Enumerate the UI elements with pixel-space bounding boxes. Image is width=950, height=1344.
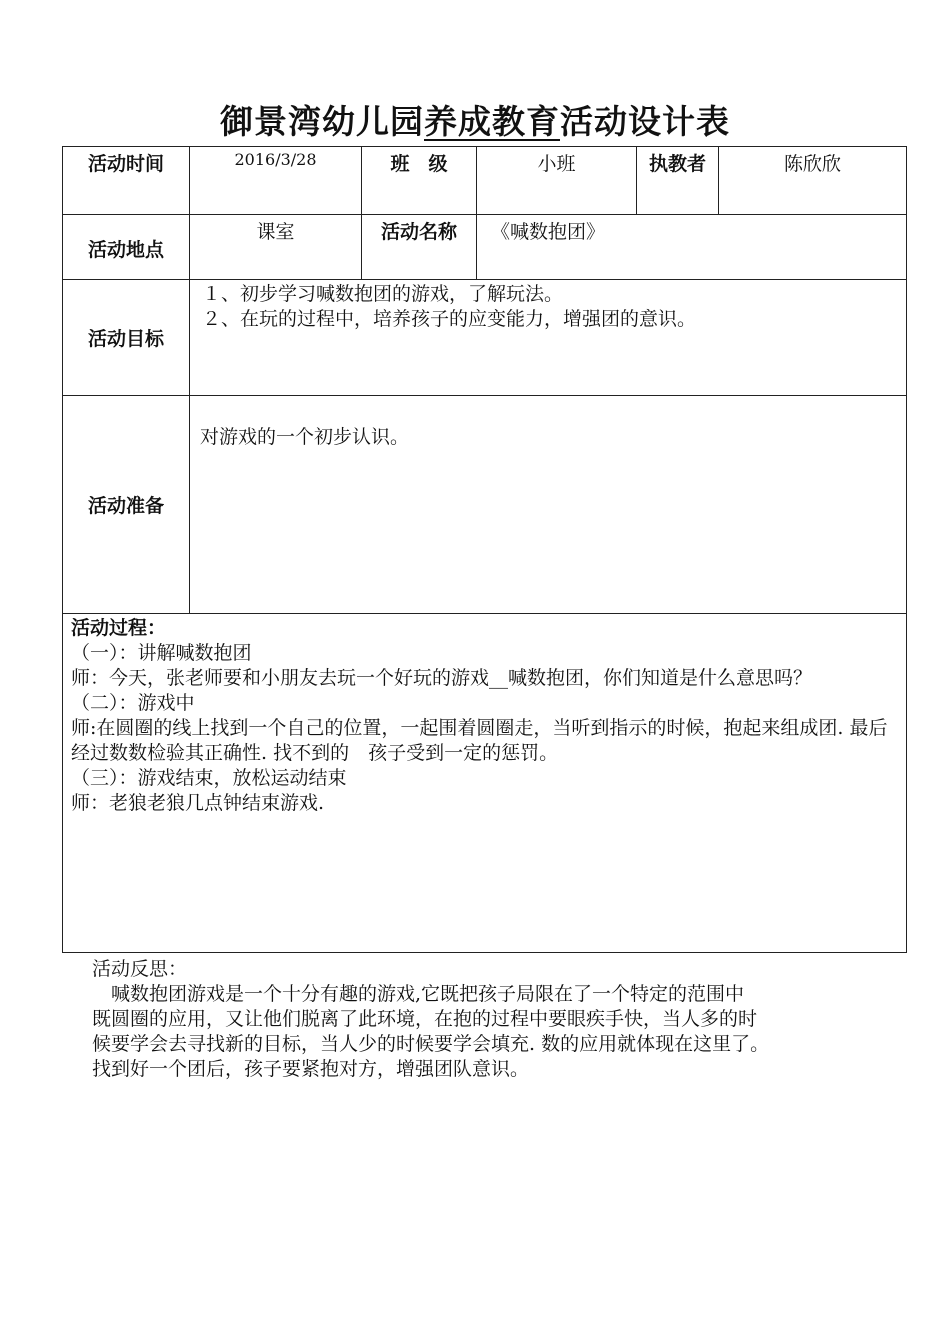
title-suffix: 活动设计表 bbox=[560, 102, 730, 141]
reflection-line: 喊数抱团游戏是一个十分有趣的游戏,它既把孩子局限在了一个特定的范围中 bbox=[92, 983, 745, 1005]
activity-design-table bbox=[62, 146, 907, 953]
teacher-value-cell bbox=[719, 147, 907, 215]
place-value: 课室 bbox=[256, 221, 295, 243]
time-label-cell bbox=[63, 147, 190, 215]
place-label-cell bbox=[63, 215, 190, 280]
name-label-cell bbox=[362, 215, 477, 280]
prep-value: 对游戏的一个初步认识。 bbox=[200, 426, 410, 448]
teacher-label-cell bbox=[637, 147, 719, 215]
class-label: 班 级 bbox=[390, 153, 448, 175]
reflection-line: 候要学会去寻找新的目标，当人少的时候要学会填充. 数的应用就体现在这里了。 bbox=[92, 1033, 770, 1055]
reflection-label: 活动反思： bbox=[92, 958, 188, 980]
goal-item: ２、在玩的过程中，培养孩子的应变能力，增强团的意识。 bbox=[202, 308, 697, 330]
title-school: 御景湾幼儿园 bbox=[220, 102, 424, 141]
process-block bbox=[63, 614, 906, 816]
teacher-label: 执教者 bbox=[648, 153, 706, 175]
class-label-cell bbox=[362, 147, 477, 215]
reflection-line: 找到好一个团后，孩子要紧抱对方，增强团队意识。 bbox=[92, 1058, 530, 1080]
goal-label-cell bbox=[63, 280, 190, 396]
goal-list bbox=[190, 280, 906, 332]
reflection-section bbox=[92, 957, 882, 1082]
reflection-line: 既圆圈的应用，又让他们脱离了此环境，在抱的过程中要眼疾手快，当人多的时 bbox=[92, 1008, 758, 1030]
class-value: 小班 bbox=[537, 153, 576, 175]
place-value-cell bbox=[190, 215, 362, 280]
row-place-name bbox=[63, 215, 907, 280]
row-preparation bbox=[63, 396, 907, 614]
goal-item: １、初步学习喊数抱团的游戏，了解玩法。 bbox=[202, 283, 564, 305]
class-value-cell bbox=[477, 147, 637, 215]
teacher-value: 陈欣欣 bbox=[783, 153, 841, 175]
process-line: （一）：讲解喊数抱团 bbox=[71, 642, 252, 664]
time-label: 活动时间 bbox=[87, 153, 164, 175]
process-line: （三）：游戏结束，放松运动结束 bbox=[71, 767, 347, 789]
process-line: 师:在圆圈的线上找到一个自己的位置，一起围着圆圈走，当听到指示的时候，抱起来组成团. 最后经过数数检验其正确性. 找不到的 孩子受到一定的惩罚。 bbox=[71, 717, 888, 764]
prep-value-cell bbox=[190, 396, 907, 614]
time-value-cell bbox=[190, 147, 362, 215]
row-time-class-teacher bbox=[63, 147, 907, 215]
process-line: （二）：游戏中 bbox=[71, 692, 195, 714]
process-line: 师：今天，张老师要和小朋友去玩一个好玩的游戏__喊数抱团，你们知道是什么意思吗？ bbox=[71, 667, 813, 689]
row-goals bbox=[63, 280, 907, 396]
prep-label: 活动准备 bbox=[87, 495, 164, 517]
title-underlined-topic: 养成教育 bbox=[424, 102, 560, 141]
goal-label: 活动目标 bbox=[87, 328, 164, 350]
process-cell bbox=[63, 614, 907, 953]
goal-value-cell bbox=[190, 280, 907, 396]
process-line: 师：老狼老狼几点钟结束游戏. bbox=[71, 792, 325, 814]
name-value: 《喊数抱团》 bbox=[491, 221, 606, 243]
document-title bbox=[0, 98, 950, 146]
name-label: 活动名称 bbox=[380, 221, 457, 243]
name-value-cell bbox=[477, 215, 907, 280]
row-process bbox=[63, 614, 907, 953]
time-value: 2016/3/28 bbox=[234, 150, 317, 169]
place-label: 活动地点 bbox=[87, 239, 164, 261]
prep-label-cell bbox=[63, 396, 190, 614]
process-label: 活动过程： bbox=[71, 617, 167, 639]
